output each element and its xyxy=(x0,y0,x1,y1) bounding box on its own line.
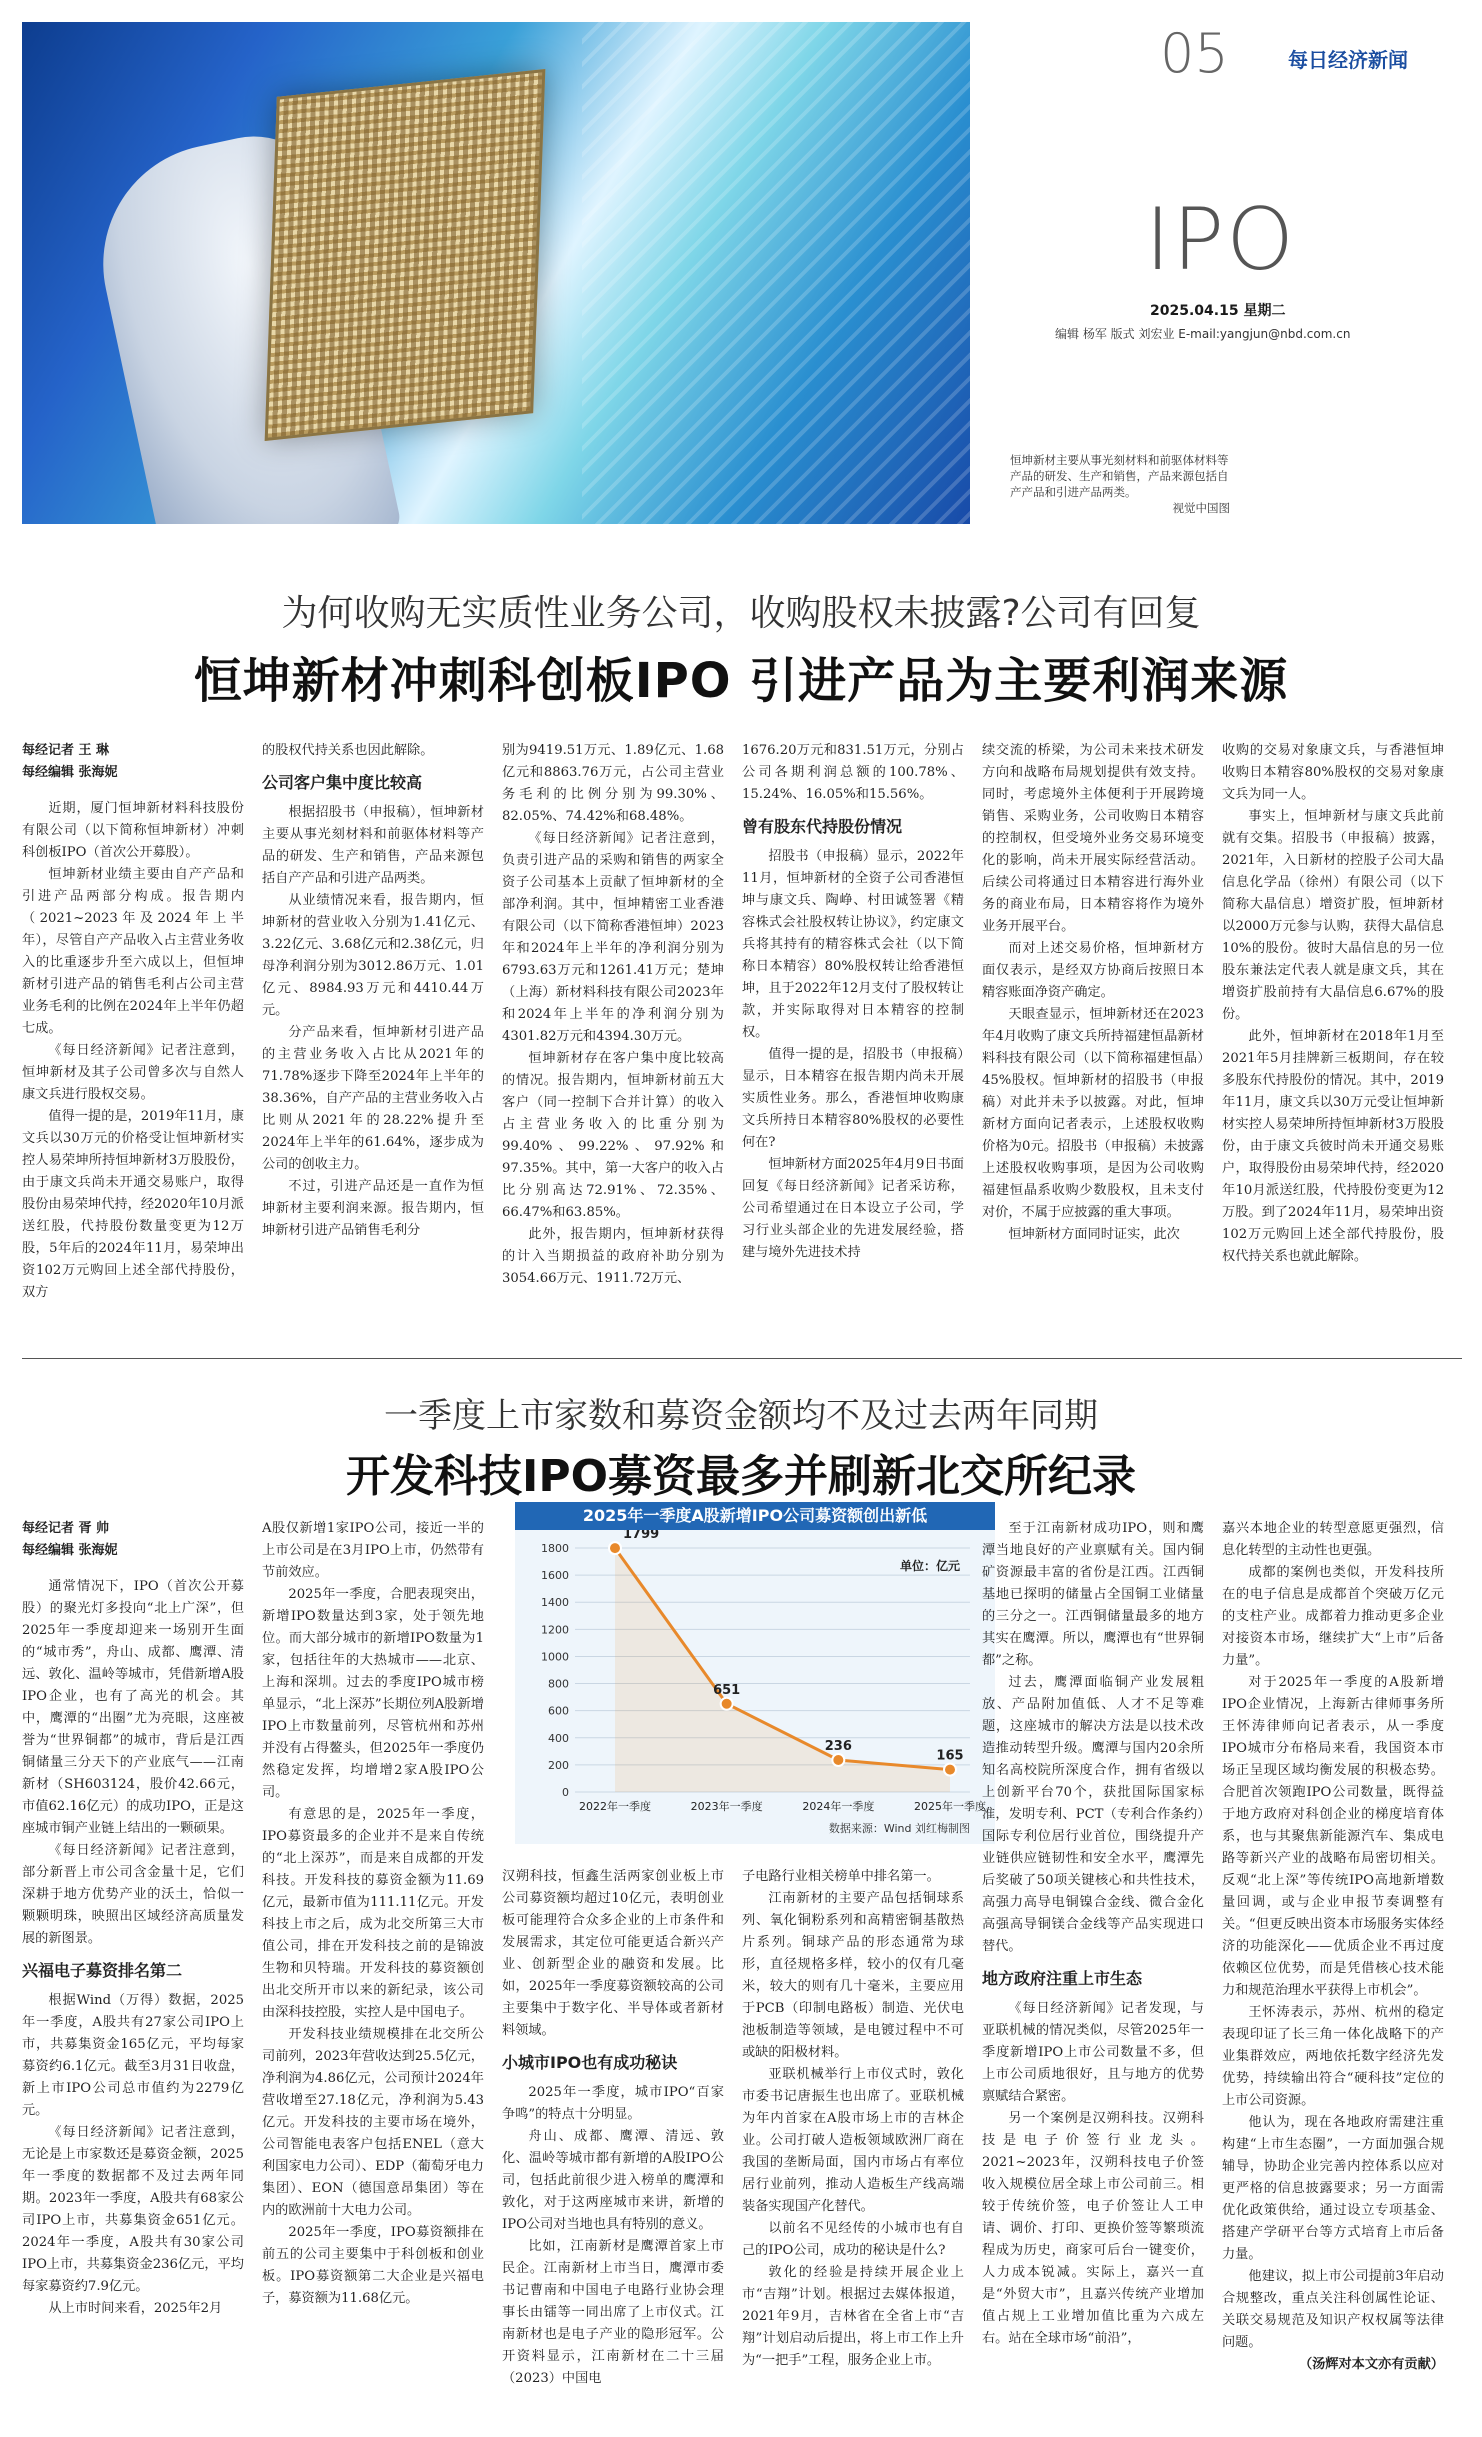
ipo-fundraising-chart xyxy=(515,1502,995,1844)
paragraph: 根据Wind（万得）数据，2025年一季度，A股共有27家公司IPO上市，共募集资金165亿元，平均每家募资约6.1亿元。截至3月31日收盘，新上市IPO公司总市值约为2279亿元。 xyxy=(22,1993,244,2118)
y-tick-label: 1400 xyxy=(541,1596,569,1610)
article1-column-4 xyxy=(742,740,964,1264)
hero-photo xyxy=(22,22,970,524)
byline-reporter: 每经记者 胥 帅 xyxy=(22,1521,110,1536)
chart-canvas xyxy=(515,1530,995,1844)
chart-area xyxy=(615,1548,950,1792)
y-tick-label: 200 xyxy=(548,1758,569,1772)
y-tick-label: 1600 xyxy=(541,1569,569,1583)
paragraph: 的股权代持关系也因此解除。 xyxy=(262,743,434,758)
y-tick-label: 400 xyxy=(548,1731,569,1745)
paragraph: A股仅新增1家IPO公司，接近一半的上市公司是在3月IPO上市，仍然带有节前效应。 xyxy=(262,1521,484,1580)
paragraph: 《每日经济新闻》记者注意到，负责引进产品的采购和销售的两家全资子公司基本上贡献了恒坤新材的全部净利润。其中，恒坤精密工业香港有限公司（以下简称香港恒坤）2023年和2024年上半年的净利润分别为6793.63万元和1261.41万元；楚坤（上海）新材料科技有限公司2023年和2024年上半年的净利润分别为4301.82万元和4394.30万元。 xyxy=(502,831,724,1044)
y-tick-label: 0 xyxy=(562,1786,569,1799)
byline-editor: 每经编辑 张海妮 xyxy=(22,765,118,780)
article1-column-6 xyxy=(1222,740,1444,1268)
paragraph: 开发科技业绩规模排在北交所公司前列，2023年营收达到25.5亿元，净利润为4.86亿元，公司预计2024年营收增至27.18亿元，净利润为5.43亿元。开发科技的主要市场在境外，公司智能电表客户包括ENEL（意大利国家电力公司）、EDP（葡萄牙电力集团）、EON（德国意昂集团）等在内的欧洲前十大电力公司。 xyxy=(262,2027,484,2218)
photo-caption xyxy=(1010,452,1230,516)
page-number: 05 xyxy=(1160,22,1229,85)
data-label: 236 xyxy=(824,1739,852,1755)
paragraph: 王怀涛表示，苏州、杭州的稳定表现印证了长三角一体化战略下的产业集群效应，两地依托数字经济先发优势，持续输出符合“硬科技”定位的上市公司资源。 xyxy=(1222,2005,1444,2108)
photo-chip xyxy=(265,69,546,441)
paragraph: 从业绩情况来看，报告期内，恒坤新材的营业收入分别为1.41亿元、3.22亿元、3.68亿元和2.38亿元，归母净利润分别为3012.86万元、1.01亿元、8984.93万元和4410.44万元。 xyxy=(262,893,484,1018)
paragraph: 通常情况下，IPO（首次公开募股）的聚光灯多投向“北上广深”，但2025年一季度却迎来一场别开生面的“城市秀”，舟山、成都、鹰潭、清远、敦化、温岭等城市，凭借新增A股IPO企业，也有了高光的机会。其中，鹰潭的“出圈”尤为亮眼，这座被誉为“世界铜都”的城市，背后是江西铜储量三分天下的产业底气——江南新材（SH603124，股价42.66元，市值62.16亿元）的成功IPO，正是这座城市铜产业链上结出的一颗硕果。 xyxy=(22,1579,244,1836)
editor-line: 编辑 杨军 版式 刘宏业 E-mail:yangjun@nbd.com.cn xyxy=(1055,327,1351,341)
section-divider xyxy=(22,1358,1462,1359)
data-point xyxy=(832,1754,844,1766)
article1-kicker: 为何收购无实质性业务公司，收购股权未披露?公司有回复 xyxy=(281,593,1201,634)
paragraph: 此外，恒坤新材在2018年1月至2021年5月挂牌新三板期间，存在较多股东代持股份的情况。其中，2019年11月，康文兵以30万元受让恒坤新材实控人易荣坤所持恒坤新材3万股股份，由于康文兵彼时尚未开通交易账户，取得股份由易荣坤代持，经2020年10月派送红股，代持股份变更为12万股。到了2024年11月，易荣坤出资102万元购回上述全部代持股份，股权代持关系也就此解除。 xyxy=(1222,1029,1444,1264)
paragraph: 舟山、成都、鹰潭、清远、敦化、温岭等城市都有新增的A股IPO公司，包括此前很少进入榜单的鹰潭和敦化，对于这两座城市来讲，新增的IPO公司对当地也具有特别的意义。 xyxy=(502,2129,724,2232)
photo-texture xyxy=(582,22,970,524)
paragraph: 比如，江南新材是鹰潭首家上市民企。江南新材上市当日，鹰潭市委书记曹南和中国电子电路行业协会理事长由镭等一同出席了上市仪式。江南新材也是电子产业的隐形冠军。公开资料显示，江南新材在二十三届（2023）中国电 xyxy=(502,2239,724,2386)
paragraph: 至于江南新材成功IPO，则和鹰潭当地良好的产业禀赋有关。国内铜矿资源最丰富的省份是江西。江西铜基地已探明的储量占全国铜工业储量的三分之一。江西铜储量最多的地方其实在鹰潭。所以，鹰潭也有“世界铜都”之称。 xyxy=(982,1521,1204,1668)
paragraph: 2025年一季度，合肥表现突出，新增IPO数量达到3家，处于领先地位。而大部分城市的新增IPO数量为1家，包括往年的大热城市——北京、上海和深圳。过去的季度IPO城市榜单显示，“北上深苏”长期位列A股新增IPO上市数量前列，尽管杭州和苏州并没有占得鳌头，但2025年一季度仍然稳定发挥，均增增2家A股IPO公司。 xyxy=(262,1587,484,1800)
paragraph: 1676.20万元和831.51万元，分别占公司各期利润总额的100.78%、15.24%、16.05%和15.56%。 xyxy=(742,743,964,802)
paragraph: 根据招股书（申报稿），恒坤新材主要从事光刻材料和前驱体材料等产品的研发、生产和销售，产品来源包括自产产品和引进产品两类。 xyxy=(262,805,484,886)
chart-title: 2025年一季度A股新增IPO公司募资额创出新低 xyxy=(515,1502,995,1530)
data-label: 1799 xyxy=(623,1530,660,1543)
article1-column-2 xyxy=(262,740,484,1242)
paragraph: 此外，报告期内，恒坤新材获得的计入当期损益的政府补助分别为3054.66万元、1911.72万元、 xyxy=(502,1227,724,1286)
y-tick-label: 1800 xyxy=(541,1542,569,1555)
paragraph: 2025年一季度，城市IPO“百家争鸣”的特点十分明显。 xyxy=(502,2085,724,2122)
x-tick-label: 2022年一季度 xyxy=(579,1800,651,1813)
paragraph: 他建议，拟上市公司提前3年启动合规整改，重点关注科创属性论证、关联交易规范及知识产权权属等法律问题。 xyxy=(1222,2269,1444,2350)
paragraph: 事实上，恒坤新材与康文兵此前就有交集。招股书（申报稿）披露，2021年，入日新材的控股子公司大晶信息化学品（徐州）有限公司（以下简称大晶信息）增资扩股，恒坤新材以2000万元参与认购，获得大晶信息10%的股份。彼时大晶信息的另一位股东兼法定代表人就是康文兵，其在增资扩股前持有大晶信息6.67%的股份。 xyxy=(1222,809,1444,1022)
paragraph: 《每日经济新闻》记者注意到，恒坤新材及其子公司曾多次与自然人康文兵进行股权交易。 xyxy=(22,1043,244,1102)
article2-column-4 xyxy=(742,1866,964,2372)
contribution-note: （汤辉对本文亦有贡献） xyxy=(1298,2357,1444,2372)
article2-column-5 xyxy=(982,1518,1204,2350)
paragraph: 不过，引进产品还是一直作为恒坤新材主要利润来源。报告期内，恒坤新材引进产品销售毛利分 xyxy=(262,1179,484,1238)
paragraph: 《每日经济新闻》记者发现，与亚联机械的情况类似，尽管2025年一季度新增IPO上市公司数量不多，但上市公司质地很好，且与地方的优势禀赋结合紧密。 xyxy=(982,2001,1204,2104)
caption-credit: 视觉中国图 xyxy=(1172,501,1230,515)
paragraph: 分产品来看，恒坤新材引进产品的主营业务收入占比从2021年的71.78%逐步下降至2024年上半年的38.36%，自产产品的主营业务收入占比则从2021年的28.22%提升至2024年上半年的61.64%，逐步成为公司的创收主力。 xyxy=(262,1025,484,1172)
paragraph: 成都的案例也类似，开发科技所在的电子信息是成都首个突破万亿元的支柱产业。成都着力推动更多企业对接资本市场，继续扩大“上市”后备力量”。 xyxy=(1222,1565,1444,1668)
article2-kicker: 一季度上市家数和募资金额均不及过去两年同期 xyxy=(384,1396,1098,1436)
paragraph: 恒坤新材存在客户集中度比较高的情况。报告期内，恒坤新材前五大客户（同一控制下合并计算）的收入占主营业务收入的比重分别为99.40%、99.22%、97.92%和97.35%。其中，第一大客户的收入占比分别高达72.91%、72.35%、66.47%和63.85%。 xyxy=(502,1051,724,1220)
paragraph: 《每日经济新闻》记者注意到，无论是上市家数还是募资金额，2025年一季度的数据都不及过去两年同期。2023年一季度，A股共有68家公司IPO上市，共募集资金651亿元。2024年一季度，A股共有30家公司IPO上市，共募集资金236亿元，平均每家募资约7.9亿元。 xyxy=(22,2125,244,2294)
paragraph: 续交流的桥梁，为公司未来技术研发方向和战略布局规划提供有效支持。同时，考虑境外主体便利于开展跨境销售、采购业务，公司收购日本精容的控制权，但受境外业务交易环境变化的影响，尚未开展实际经营活动。后续公司将通过日本精容进行海外业务的商业布局，日本精容将作为境外业务开展平台。 xyxy=(982,743,1204,934)
paragraph: 以前名不见经传的小城市也有自己的IPO公司，成功的秘诀是什么? xyxy=(742,2221,964,2258)
chart-unit: 单位：亿元 xyxy=(899,1559,960,1573)
y-tick-label: 800 xyxy=(548,1677,569,1691)
paragraph: 子电路行业相关榜单中排名第一。 xyxy=(742,1869,940,1884)
data-label: 165 xyxy=(936,1748,964,1764)
paragraph: 恒坤新材方面2025年4月9日书面回复《每日经济新闻》记者采访称，公司希望通过在日本设立子公司，学习行业头部企业的先进发展经验，搭建与境外先进技术持 xyxy=(742,1157,964,1260)
paragraph: 而对上述交易价格，恒坤新材方面仅表示，是经双方协商后按照日本精容账面净资产确定。 xyxy=(982,941,1204,1000)
article2-column-2 xyxy=(262,1518,484,2310)
paragraph: 过去，鹰潭面临铜产业发展粗放、产品附加值低、人才不足等难题，这座城市的解决方法是以技术改造推动转型升级。鹰潭与国内20余所知名高校院所深度合作，拥有省级以上创新平台70个，获批国际国家标准，发明专利、PCT（专利合作条约）国际专利位居行业首位，围绕提升产业链供应链韧性和安全水平，鹰潭先后奖破了50项关键核心和共性技术，高强力高导电铜镍合金线、微合金化高强高导铜镁合金线等产品实现进口替代。 xyxy=(982,1675,1204,1954)
data-point xyxy=(721,1698,733,1710)
subheading: 兴福电子募资排名第二 xyxy=(22,1961,183,1980)
y-tick-label: 1200 xyxy=(541,1623,569,1637)
y-tick-label: 1000 xyxy=(541,1650,569,1664)
x-tick-label: 2025年一季度 xyxy=(914,1800,986,1813)
paragraph: 《每日经济新闻》记者注意到，部分新晋上市公司含金量十足，它们深耕于地方优势产业的沃土，恰似一颗颗明珠，映照出区域经济高质量发展的新图景。 xyxy=(22,1843,244,1946)
paragraph: 敦化的经验是持续开展企业上市“吉翔”计划。根据过去媒体报道，2021年9月，吉林省在全省上市“吉翔”计划启动后提出，将上市工作上升为“一把手”工程，服务企业上市。 xyxy=(742,2265,964,2368)
paragraph: 收购的交易对象康文兵，与香港恒坤收购日本精容80%股权的交易对象康文兵为同一人。 xyxy=(1222,743,1444,802)
article1-column-1 xyxy=(22,740,244,1304)
paragraph: 恒坤新材方面同时证实，此次 xyxy=(1008,1227,1180,1242)
paragraph: 有意思的是，2025年一季度，IPO募资最多的企业并不是来自传统的“北上深苏”，而是来自成都的开发科技。开发科技的募资金额为11.69亿元，最新市值为111.11亿元。开发科技上市之后，成为北交所第三大市值公司，排在开发科技之前的是锦波生物和贝特瑞。开发科技的募资额创出北交所开市以来的新纪录，该公司由深科技控股，实控人是中国电子。 xyxy=(262,1807,484,2020)
paragraph: 亚联机械举行上市仪式时，敦化市委书记唐振生也出席了。亚联机械为年内首家在A股市场上市的吉林企业。公司打破人造板领域欧洲厂商在我国的垄断局面，国内市场占有率位居行业前列，推动人造板生产线高端装备实现国产化替代。 xyxy=(742,2067,964,2214)
article2-headline: 开发科技IPO募资最多并刷新北交所纪录 xyxy=(345,1451,1137,1502)
article2-column-3 xyxy=(502,1866,724,2390)
brand-logo: 每日经济新闻 xyxy=(1288,48,1408,72)
subheading: 地方政府注重上市生态 xyxy=(982,1969,1143,1988)
paragraph: 别为9419.51万元、1.89亿元、1.68亿元和8863.76万元，占公司主营业务毛利的比例分别为99.30%、82.05%、74.42%和68.48%。 xyxy=(502,743,724,824)
chart-source: 数据来源：Wind 刘红梅制图 xyxy=(828,1822,970,1835)
paragraph: 值得一提的是，2019年11月，康文兵以30万元的价格受让恒坤新材实控人易荣坤所持恒坤新材3万股股份，由于康文兵尚未开通交易账户，取得股份由易荣坤代持，经2020年10月派送红股，代持股份数量变更为12万股，5年后的2024年11月，易荣坤出资102万元购回上述全部代持股份，双方 xyxy=(22,1109,244,1300)
issue-date: 2025.04.15 星期二 xyxy=(1150,303,1286,319)
byline-editor: 每经编辑 张海妮 xyxy=(22,1543,118,1558)
data-point xyxy=(944,1764,956,1776)
subheading: 公司客户集中度比较高 xyxy=(262,773,423,792)
paragraph: 天眼查显示，恒坤新材还在2023年4月收购了康文兵所持福建恒晶新材料科技有限公司（以下简称福建恒晶）45%股权。恒坤新材的招股书（申报稿）对此并未予以披露。对此，恒坤新材方面向记者表示，上述股权收购价格为0元。招股书（申报稿）未披露上述股权收购事项，是因为公司收购福建恒晶系收购少数股权，且未支付对价，不属于应披露的重大事项。 xyxy=(982,1007,1204,1220)
subheading: 小城市IPO也有成功秘诀 xyxy=(502,2053,678,2072)
paragraph: 近期，厦门恒坤新材料科技股份有限公司（以下简称恒坤新材）冲刺科创板IPO（首次公开募股）。 xyxy=(22,801,244,860)
subheading: 曾有股东代持股份情况 xyxy=(742,817,903,836)
x-tick-label: 2024年一季度 xyxy=(802,1800,875,1813)
article2-column-6 xyxy=(1222,1518,1444,2376)
section-title: IPO xyxy=(1145,190,1296,290)
paragraph: 汉朔科技，恒鑫生活两家创业板上市公司募资额均超过10亿元，表明创业板可能理符合众多企业的上市条件和发展需求，其定位可能更适合新兴产业、创新型企业的融资和发展。比如，2025年一季度募资额较高的公司主要集中于数字化、半导体或者新材料领域。 xyxy=(502,1869,724,2038)
paragraph: 2025年一季度，IPO募资额排在前五的公司主要集中于科创板和创业板。IPO募资额第二大企业是兴福电子，募资额为11.68亿元。 xyxy=(262,2225,484,2306)
x-tick-label: 2023年一季度 xyxy=(690,1800,763,1813)
article1-column-5 xyxy=(982,740,1204,1246)
paragraph: 恒坤新材业绩主要由自产产品和引进产品两部分构成。报告期内（2021~2023年及2024年上半年），尽管自产产品收入占主营业务收入的比重逐步升至六成以上，但恒坤新材引进产品的销售毛利占公司主营业务毛利的比例在2024年上半年仍超七成。 xyxy=(22,867,244,1036)
paragraph: 从上市时间来看，2025年2月 xyxy=(48,2301,223,2316)
paragraph: 值得一提的是，招股书（申报稿）显示，日本精容在报告期内尚未开展实质性业务。那么，香港恒坤收购康文兵所持日本精容80%股权的必要性何在? xyxy=(742,1047,964,1150)
caption-text: 恒坤新材主要从事光刻材料和前驱体材料等产品的研发、生产和销售，产品来源包括自产产品和引进产品两类。 xyxy=(1010,453,1229,499)
paragraph: 另一个案例是汉朔科技。汉朔科技是电子价签行业龙头。2021~2023年，汉朔科技电子价签收入规模位居全球上市公司前三。相较于传统价签，电子价签让人工申请、调价、打印、更换价签等繁琐流程成为历史，商家可后台一键变价，人力成本锐减。实际上，嘉兴一直是“外贸大市”，且嘉兴传统产业增加值占规上工业增加值比重为六成左右。站在全球市场“前沿”， xyxy=(982,2111,1204,2346)
article2-column-1 xyxy=(22,1518,244,2320)
paragraph: 他认为，现在各地政府需建注重构建“上市生态圈”，一方面加强合规辅导，协助企业完善内控体系以应对更严格的信息披露要求；另一方面需优化政策供给，通过设立专项基金、搭建产学研平台等方式培育上市后备力量。 xyxy=(1222,2115,1444,2262)
y-tick-label: 600 xyxy=(548,1704,569,1718)
byline-reporter: 每经记者 王 琳 xyxy=(22,743,110,758)
paragraph: 对于2025年一季度的A股新增IPO企业情况，上海新古律师事务所王怀涛律师向记者表示，从一季度IPO城市分布格局来看，我国资本市场正呈现区域均衡发展的积极态势。合肥首次领跑IPO公司数量，既得益于地方政府对科创企业的梯度培育体系，也与其聚焦新能源汽车、集成电路等新兴产业的战略布局密切相关。反观“北上深”等传统IPO高地新增数量回调，或与企业申报节奏调整有关。“但更反映出资本市场服务实体经济的功能深化——优质企业不再过度依赖区位优势，而是凭借核心技术能力和规范治理水平获得上市机会”。 xyxy=(1222,1675,1444,1998)
paragraph: 嘉兴本地企业的转型意愿更强烈，信息化转型的主动性也更强。 xyxy=(1222,1521,1444,1558)
paragraph: 江南新材的主要产品包括铜球系列、氧化铜粉系列和高精密铜基散热片系列。铜球产品的形态通常为球形，直径规格多样，较小的仅有几毫米，较大的则有几十毫米，主要应用于PCB（印制电路板）制造、光伏电池板制造等领域，是电镀过程中不可或缺的阳极材料。 xyxy=(742,1891,964,2060)
data-label: 651 xyxy=(713,1682,741,1698)
data-point xyxy=(609,1542,621,1554)
paragraph: 招股书（申报稿）显示，2022年11月，恒坤新材的全资子公司香港恒坤与康文兵、陶峥、村田诚签署《精容株式会社股权转让协议》，约定康文兵将其持有的精容株式会社（以下简称日本精容）80%股权转让给香港恒坤，且于2022年12月支付了股权转让款，并实际取得对日本精容的控制权。 xyxy=(742,849,964,1040)
article1-headline: 恒坤新材冲刺科创板IPO 引进产品为主要利润来源 xyxy=(193,653,1289,709)
article1-column-3 xyxy=(502,740,724,1290)
